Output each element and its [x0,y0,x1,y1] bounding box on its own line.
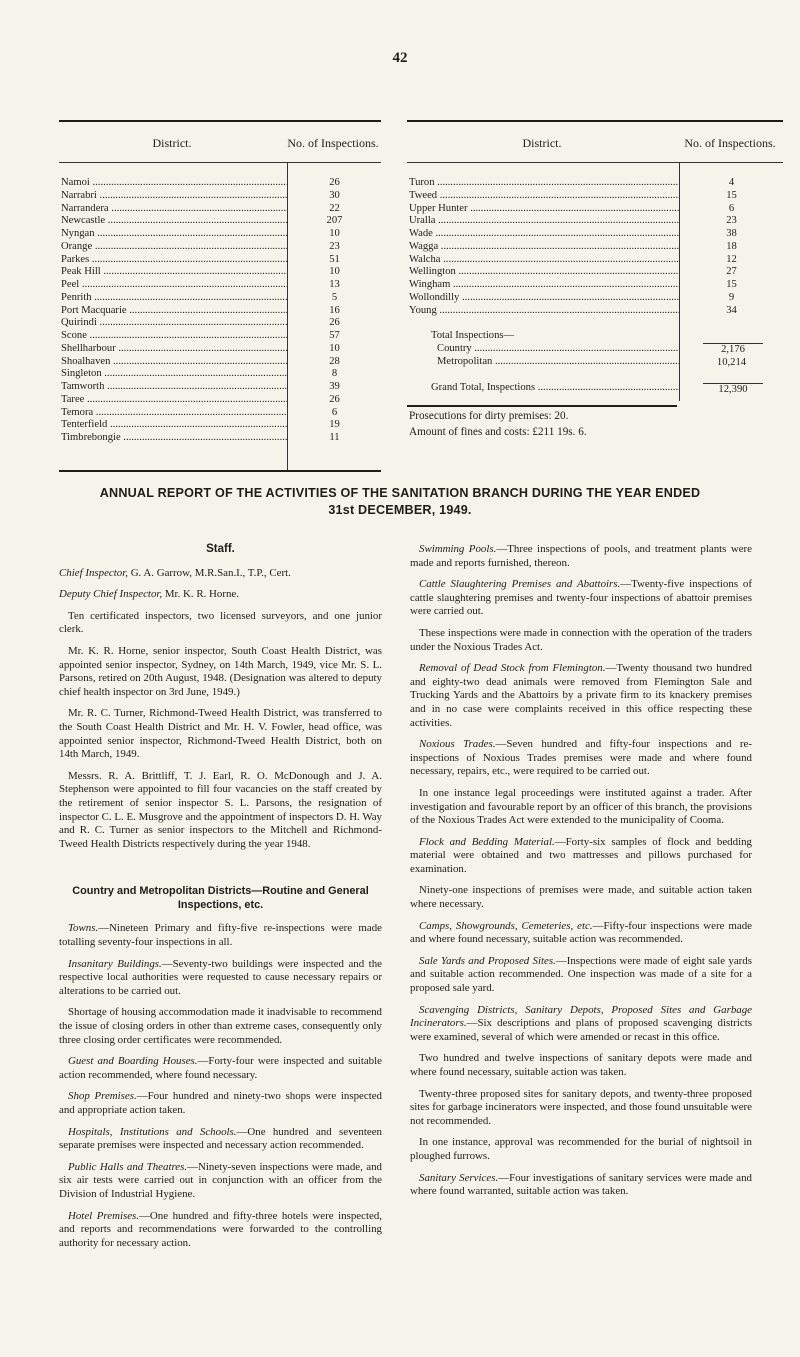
metro-total-label: Metropolitan ..... [409,356,679,369]
inspection-count: 8 [331,368,338,380]
inspection-count: 15 [726,279,737,290]
inspection-count: 26 [329,317,340,329]
inspection-count: 6 [331,406,338,418]
totals-heading: Total Inspections— [431,330,515,342]
inspection-count: 4 [728,177,735,188]
header-district: District. [522,135,562,150]
district-name: Orange ..... [61,241,287,254]
header-district: District. [152,135,192,150]
fines-line: Amount of fines and costs: £211 19s. 6. [409,425,587,438]
inspection-count: 30 [329,189,340,201]
country-total: 2,176 [703,343,763,357]
staff-heading: Staff. [206,543,235,555]
inspection-count: 26 [329,393,340,405]
district-name: Young ..... [409,305,679,318]
district-name: Wingham ..... [409,279,679,292]
paragraph: In one instance legal proceedings were instituted against a trader. After investigation and favourable report by an officer of this branch, the provisions of the Noxious Trades Act were extended to the municipality of Cooma. [410,786,752,827]
inspection-counts [287,163,381,470]
paragraph: These inspections were made in connection with the operation of the traders under the Noxious Trades Act. [410,626,752,653]
table-bottom-rule [407,405,677,407]
spacer [680,330,783,343]
district-name: Narrandera ..... [61,203,287,216]
district-name: Peak Hill ..... [61,266,287,279]
district-name: Peel ..... [61,279,287,292]
page-number: 42 [392,50,408,66]
paragraph: Messrs. R. A. Brittliff, T. J. Earl, R. O. McDonough and J. A. Stephenson were appointed to fill four vacancies on the staff created by the retirement of senior inspector S. L. Parsons, the resignation of inspector C. L. E. Musgrove and the appointment of inspectors D. H. Way and R. C. Turner as senior inspectors to the Mitchell and Richmond-Tweed Health Districts respectively during the year 1948. [59,769,382,850]
district-name: Wagga ..... [409,241,679,254]
inspection-count: 18 [726,240,737,252]
header-count: No. of Inspections. [287,136,379,150]
prosecutions-line: Prosecutions for dirty premises: 20. [409,410,569,422]
paragraph: Swimming Pools.—Three inspections of pools, and treatment plants were made and reports furnished, thereon. [410,543,752,569]
inspection-count: 27 [726,266,737,278]
district-name: Scone ..... [61,330,287,343]
paragraph: Hospitals, Institutions and Schools.—One hundred and seventeen separate premises were inspected and necessary action recommended. [59,1125,382,1152]
district-name: Turon ..... [409,177,679,190]
paragraph: Shortage of housing accommodation made it inadvisable to recommend the issue of closing orders in other than extreme cases, consequently only three closing order certificates were recommended. [59,1006,382,1046]
paragraph: Cattle Slaughtering Premises and Abattoirs.—Twenty-five inspections of cattle slaughtering premises and twenty-four inspections of abattoir premises were carried out. [410,578,752,618]
inspection-count: 5 [331,291,338,303]
inspection-count: 22 [329,202,340,214]
inspection-count: 12 [726,253,737,265]
district-name: Port Macquarie ..... [61,305,287,318]
paragraph: Scavenging Districts, Sanitary Depots, Proposed Sites and Garbage Incinerators.—Six descriptions and plans of proposed scavenging districts were examined, several of which were amended or recast in this office. [410,1003,752,1043]
inspection-count: 16 [329,304,340,316]
inspection-count: 9 [728,291,735,303]
district-names [59,163,287,470]
paragraph: Public Halls and Theatres.—Ninety-seven inspections were made, and six air tests were carried out in conjunction with an officer from the Division of Industrial Hygiene. [59,1160,382,1200]
paragraph: Sale Yards and Proposed Sites.—Inspections were made of eight sale yards and suitable action recommended. One inspection was made of a site for a proposed sale yard. [410,954,752,995]
district-table-right [407,120,783,401]
left-text-column [59,543,382,1258]
paragraph: Ninety-one inspections of premises were made, and suitable action taken where necessary. [410,884,752,911]
inspection-count: 34 [726,304,737,316]
inspection-count: 6 [728,202,735,214]
district-name: Narrabri ..... [61,190,287,203]
prosecutions-note [409,409,587,440]
report-title-line2: 31st DECEMBER, 1949. [328,503,472,517]
paragraph: Chief Inspector, G. A. Garrow, M.R.San.I., T.P., Cert. [59,566,291,579]
paragraph: Twenty-three proposed sites for sanitary depots, and twenty-three proposed sites for garbage incinerators were inspected, and those found unsuitable were not recommended. [410,1087,752,1127]
inspection-count: 10 [329,266,340,278]
section-heading: Country and Metropolitan Districts—Routine and General Inspections, etc. [72,885,369,911]
country-total-label: Country ..... [409,343,679,356]
inspection-count: 23 [329,240,340,252]
inspection-count: 10 [329,228,340,239]
paragraph: Camps, Showgrounds, Cemeteries, etc.—Fifty-four inspections were made and where found necessary, suitable action was recommended. [410,919,752,946]
right-text-column [410,543,752,1207]
inspection-counts [679,163,783,401]
paragraph: Insanitary Buildings.—Seventy-two buildings were inspected and the respective local authorities were requested to cause necessary repairs or alterations to be carried out. [59,957,382,997]
district-name: Temora ..... [61,407,287,420]
inspection-count: 207 [326,215,343,227]
inspection-count: 57 [329,330,340,341]
table-header [59,122,381,163]
table-header [407,122,783,163]
inspection-count: 15 [726,189,737,201]
inspection-count: 23 [726,215,737,227]
paragraph: Guest and Boarding Houses.—Forty-four were inspected and suitable action recommended, where found necessary. [59,1055,382,1081]
district-name: Walcha ..... [409,254,679,267]
metro-total: 10,214 [716,356,747,368]
header-count: No. of Inspections. [684,136,776,150]
paragraph: Sanitary Services.—Four investigations of sanitary services were made and where found warranted, suitable action was taken. [410,1171,752,1198]
report-title [40,485,760,519]
paragraph: Mr. K. R. Horne, senior inspector, South Coast Health District, was appointed senior inspector, Sydney, on 14th March, 1949, vice Mr. S. L. Parsons, retired on 20th August, 1948. (Designation was altered to deputy chief health inspector on 3rd June, 1949.) [59,644,382,698]
district-name: Wollondilly ..... [409,292,679,305]
district-name: Namoi ..... [61,177,287,190]
inspection-count: 19 [329,419,340,431]
district-names [407,163,679,401]
district-name: Wade ..... [409,228,679,241]
district-name: Parkes ..... [61,254,287,267]
report-title-line1: ANNUAL REPORT OF THE ACTIVITIES OF THE SANITATION BRANCH DURING THE YEAR ENDED [99,486,701,500]
district-name: Taree ..... [61,394,287,407]
district-name: Nyngan ..... [61,228,287,241]
inspection-count: 26 [329,177,340,188]
paragraph: Hotel Premises.—One hundred and fifty-three hotels were inspected, and reports and recommendations were forwarded to the controlling authority for necessary action. [59,1209,382,1249]
paragraph: Shop Premises.—Four hundred and ninety-two shops were inspected and appropriate action taken. [59,1090,382,1116]
district-name: Tamworth ..... [61,381,287,394]
district-name: Upper Hunter ..... [409,203,679,216]
district-name: Wellington ..... [409,266,679,279]
paragraph: Two hundred and twelve inspections of sanitary depots were made and where found necessary, suitable action was taken. [410,1052,752,1078]
district-name: Quirindi ..... [61,317,287,330]
paragraph: Removal of Dead Stock from Flemington.—Twenty thousand two hundred and eighty-two dead animals were removed from Flemington Sale and Trucking Yards and the Abattoirs by a private firm to its knackery premises and in no case were complaints received in this office respecting these activities. [410,662,752,729]
paragraph: In one instance, approval was recommended for the burial of nightsoil in ploughed furrows. [410,1136,752,1162]
inspection-count: 11 [329,432,340,443]
district-name: Timbrebongie ..... [61,432,287,445]
inspection-count: 13 [329,279,340,290]
district-name: Tenterfield ..... [61,419,287,432]
paragraph: Ten certificated inspectors, two licensed surveyors, and one junior clerk. [59,609,382,636]
grand-total-label: Grand Total, Inspections ..... [409,382,679,395]
paragraph: Noxious Trades.—Seven hundred and fifty-four inspections and re-inspections of Noxious Trades premises were made and where found necessary, repairs, etc., were required to be carried out. [410,738,752,778]
district-name: Shoalhaven ..... [61,356,287,369]
inspection-count: 39 [329,381,340,392]
inspection-count: 28 [329,355,340,367]
paragraph: Towns.—Nineteen Primary and fifty-five re-inspections were made totalling seventy-four inspections in all. [59,922,382,949]
district-table-left [59,120,381,472]
inspection-count: 38 [726,228,737,239]
paragraph: Deputy Chief Inspector, Mr. K. R. Horne. [59,588,239,601]
district-name: Penrith ..... [61,292,287,305]
district-name: Tweed ..... [409,190,679,203]
grand-total: 12,390 [703,383,763,397]
district-name: Newcastle ..... [61,215,287,228]
district-name: Shellharbour ..... [61,343,287,356]
inspection-count: 10 [329,342,340,354]
paragraph: Mr. R. C. Turner, Richmond-Tweed Health District, was transferred to the South Coast Health District and Mr. H. V. Fowler, head office, was appointed senior inspector, Richmond-Tweed Health District, both on 14th March, 1949. [59,707,382,761]
inspection-count: 51 [329,253,340,265]
paragraph: Flock and Bedding Material.—Forty-six samples of flock and bedding material were obtained and two mattresses and pillows purchased for examination. [410,835,752,875]
district-name: Uralla ..... [409,215,679,228]
district-name: Singleton ..... [61,368,287,381]
